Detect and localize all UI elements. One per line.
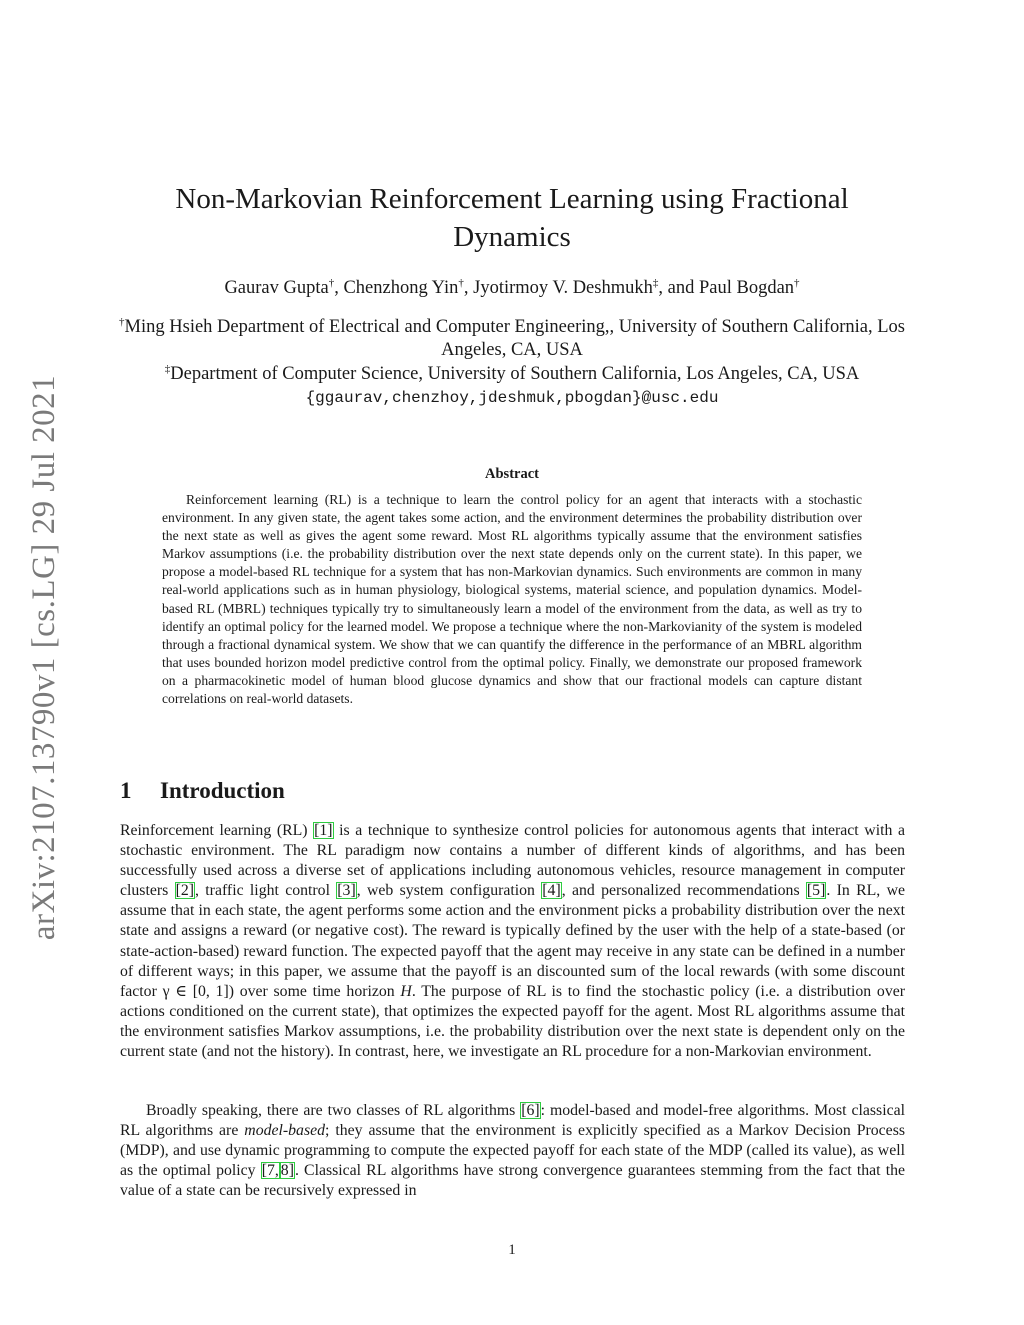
affiliation-2-text: Department of Computer Science, University of Southern California, Los Angeles, CA, USA xyxy=(170,364,860,384)
paper-title: Non-Markovian Reinforcement Learning using Fractional Dynamics xyxy=(175,183,849,253)
citation-link[interactable]: [5] xyxy=(806,882,826,900)
author-name: Gaurav Gupta xyxy=(224,278,329,298)
affiliation-1-text: Ming Hsieh Department of Electrical and Computer Engineering,, University of Southern California, Los Angeles, CA, USA xyxy=(124,317,905,360)
affiliation-2 xyxy=(110,363,914,386)
emphasis-text: model-based xyxy=(244,1122,326,1140)
affiliation-mark: ‡ xyxy=(164,363,171,375)
affiliation-mark: † xyxy=(328,277,335,289)
arxiv-stamp-text: arXiv:2107.13790v1 [cs.LG] 29 Jul 2021 xyxy=(26,374,63,940)
affiliation-mark: † xyxy=(458,277,464,289)
author-list: Gaurav Gupta†, Chenzhong Yin†, Jyotirmoy V. Deshmukh‡, and Paul Bogdan† xyxy=(224,277,800,298)
intro-paragraph-2: Broadly speaking, there are two classes of RL algorithms [6]: model-based and model-free algorithms. Most classical RL algorithms are model-based; they assume that the environment is explicitly specified as a Markov Decision Process (MDP), and use dynamic programming to compute the expected payoff for each state of the MDP (called its value), as well as the optimal policy [7, 8]. Classical RL algorithms have strong convergence guarantees stemming from the fact that the value of a state can be recursively expressed in xyxy=(120,1102,905,1200)
page-number: 1 xyxy=(508,1242,516,1258)
affiliation-mark: † xyxy=(794,277,800,289)
citation-link[interactable]: [6] xyxy=(521,1102,540,1119)
citation-link[interactable]: [4] xyxy=(542,882,561,900)
citation-link[interactable]: [7, xyxy=(261,1162,279,1180)
affiliation-mark: † xyxy=(119,316,125,328)
citation-link[interactable]: 8] xyxy=(280,1162,294,1180)
citation-link[interactable]: [3] xyxy=(337,882,356,900)
affiliation-1 xyxy=(110,316,914,362)
section-title: Introduction xyxy=(160,778,285,803)
affiliation-mark: ‡ xyxy=(652,277,659,289)
abstract-text: Reinforcement learning (RL) is a technique to learn the control policy for an agent that interacts with a stochastic environment. In any given state, the agent takes some action, and the environment determines the probability distribution over the next state as well as gives the agent some reward. Most RL algorithms typically assume that the environment satisfies Markov assumptions (i.e. the probability distribution over the next state depends only on the current state). In this paper, we propose a model-based RL technique for a system that has non-Markovian dynamics. Such environments are common in many real-world applications such as in human physiology, biological systems, material science, and population dynamics. Model-based RL (MBRL) techniques typically try to simultaneously learn a model of the environment from the data, as well as try to identify an optimal policy for the learned model. We propose a technique where the non-Markovianity of the system is modeled through a fractional dynamical system. We show that we can quantify the difference in the performance of an MBRL algorithm that uses bounded horizon model predictive control from the optimal policy. Finally, we demonstrate our proposed framework on a pharmacokinetic model of human blood glucose dynamics and show that our fractional models can capture distant correlations on real-world datasets. xyxy=(162,492,862,707)
author-name: Paul Bogdan xyxy=(698,278,795,298)
author-name: Chenzhong Yin xyxy=(343,278,459,298)
intro-paragraph-1: Reinforcement learning (RL) [1] is a technique to synthesize control policies for autonomous agents that interact with a stochastic environment. The RL paradigm now contains a number of different kinds of algorithms, and has been successfully used across a diverse set of applications including autonomous vehicles, resource management in computer clusters [2], traffic light control [3], web system configuration [4], and personalized recommendations [5]. In RL, we assume that in each state, the agent performs some action and the environment picks a probability distribution over the next state and assigns a reward (or negative cost). The reward is typically defined by the user with the help of a state-based (or state-action-based) reward function. The expected payoff that the agent may receive in any state can be defined in a number of different ways; in this paper, we assume that the payoff is an discounted sum of the local rewards (with some discount factor γ ∈ [0, 1]) over some time horizon H. The purpose of RL is to find the stochastic policy (i.e. a distribution over actions conditioned on the current state), that optimizes the expected payoff for the agent. Most RL algorithms assume that the environment satisfies Markov assumptions, i.e. the probability distribution over the next state is dependent only on the current state (and not the history). In contrast, here, we investigate an RL procedure for a non-Markovian environment. xyxy=(120,822,905,1061)
author-name: Jyotirmoy V. Deshmukh xyxy=(473,278,653,298)
author-emails: {ggaurav,chenzhoy,jdeshmuk,pbogdan}@usc.edu xyxy=(305,389,719,407)
math-symbol: H xyxy=(400,982,412,1000)
abstract-heading: Abstract xyxy=(485,466,539,482)
citation-link[interactable]: [2] xyxy=(175,882,195,900)
section-number: 1 xyxy=(120,778,132,803)
arxiv-stamp xyxy=(22,367,68,947)
citation-link[interactable]: [1] xyxy=(314,822,333,839)
section-heading xyxy=(120,778,285,804)
